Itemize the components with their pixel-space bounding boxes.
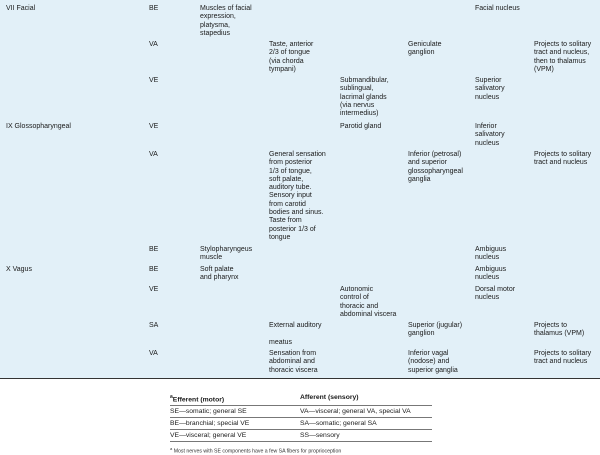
- legend-item: BE—branchial; special VE: [170, 420, 250, 427]
- legend-item: SA—somatic; general SA: [300, 420, 377, 427]
- nerve-name: VII Facial: [6, 5, 36, 12]
- afferent-header: Afferent (sensory): [300, 394, 359, 401]
- fiber-type: BE: [149, 246, 159, 253]
- fiber-type: VA: [149, 151, 158, 158]
- legend-rule: [170, 417, 432, 418]
- table-cell: Inferior (petrosal) and superior glossopharyngeal ganglia: [408, 151, 463, 183]
- table-cell: Parotid gland: [340, 123, 382, 130]
- fiber-type: VA: [149, 350, 158, 357]
- fiber-type: BE: [149, 5, 159, 12]
- fiber-type: BE: [149, 266, 159, 273]
- fiber-type: VE: [149, 77, 159, 84]
- legend-rule: [170, 441, 432, 442]
- table-cell: External auditory meatus: [269, 322, 322, 346]
- fiber-type: VA: [149, 41, 158, 48]
- legend-item: VA—visceral; general VA, special VA: [300, 408, 411, 415]
- nerve-name: IX Glossopharyngeal: [6, 123, 71, 130]
- legend-item: VE—visceral; general VE: [170, 432, 247, 439]
- fiber-type: SA: [149, 322, 159, 329]
- nerve-name: X Vagus: [6, 266, 32, 273]
- table-cell: Inferior salivatory nucleus: [475, 123, 505, 147]
- table-cell: Facial nucleus: [475, 5, 520, 12]
- table-cell: Submandibular, sublingual, lacrimal glands (via nervus intermedius): [340, 77, 389, 118]
- legend-item: SE—somatic; general SE: [170, 408, 247, 415]
- table-cell: General sensation from posterior 1/3 of tongue, soft palate, auditory tube. Sensory input from carotid bodies and sinus. Taste from posterior 1/3 of tongue: [269, 151, 326, 241]
- table-cell: Projects to solitary tract and nucleus: [534, 350, 592, 366]
- fiber-type: VE: [149, 123, 159, 130]
- table-cell: Projects to solitary tract and nucleus, then to thalamus (VPM): [534, 41, 592, 73]
- legend-rule: [170, 429, 432, 430]
- table-cell: Dorsal motor nucleus: [475, 286, 516, 302]
- legend-rule: [170, 405, 432, 406]
- table-cell: Autonomic control of thoracic and abdominal viscera: [340, 286, 397, 318]
- efferent-header: $^a$Efferent (motor): [170, 394, 225, 404]
- table-cell: Projects to thalamus (VPM): [534, 322, 585, 338]
- table-cell: Inferior vagal (nodose) and superior ganglia: [408, 350, 458, 374]
- table-cell: Geniculate ganglion: [408, 41, 442, 57]
- table-cell: Superior salivatory nucleus: [475, 77, 505, 101]
- table-cell: Superior (jugular) ganglion: [408, 322, 463, 338]
- table-cell: Soft palate and pharynx: [200, 266, 239, 282]
- table-cell: Ambiguus nucleus: [475, 246, 507, 262]
- legend-item: SS—sensory: [300, 432, 340, 439]
- table-cell: Sensation from abdominal and thoracic viscera: [269, 350, 318, 374]
- table-cell: Projects to solitary tract and nucleus: [534, 151, 592, 167]
- table-cell: Stylopharyngeus muscle: [200, 246, 253, 262]
- footnote: $^a$ Most nerves with SE components have a few SA fibers for proprioception: [170, 446, 342, 455]
- fiber-type: VE: [149, 286, 159, 293]
- table-cell: Muscles of facial expression, platysma, stapedius: [200, 5, 252, 37]
- table-cell: Taste, anterior 2/3 of tongue (via chorda tympani): [269, 41, 314, 73]
- table-cell: Ambiguus nucleus: [475, 266, 507, 282]
